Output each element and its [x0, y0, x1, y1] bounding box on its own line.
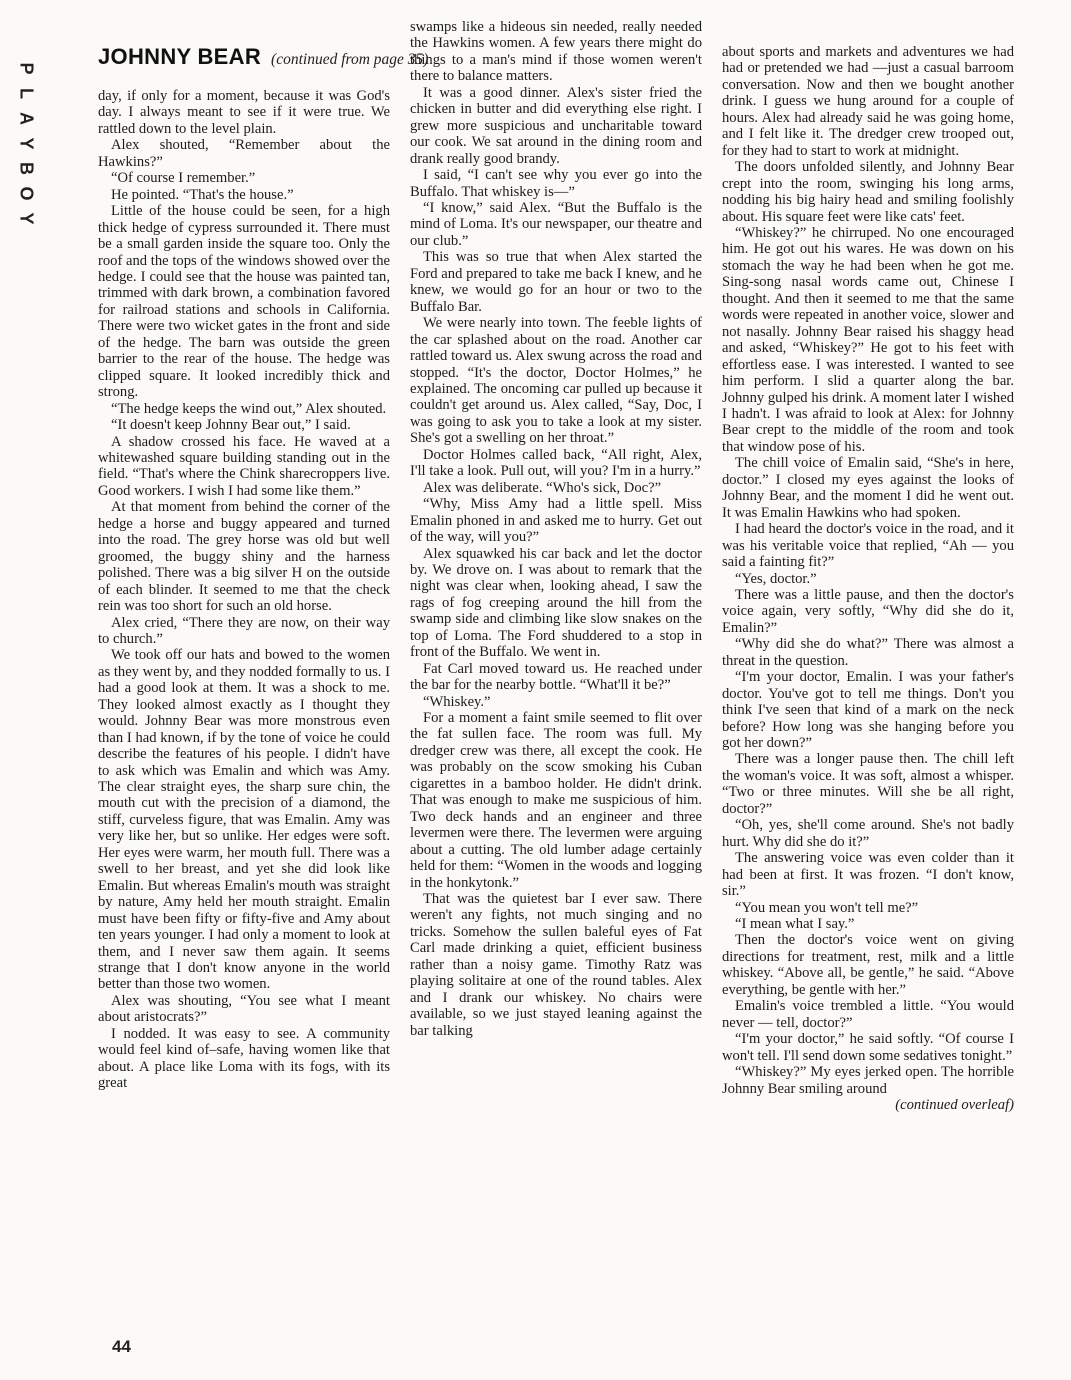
paragraph: “Why did she do what?” There was almost a threat in the question. — [722, 636, 1014, 669]
text-column-2 — [410, 19, 702, 1039]
paragraph: “Whiskey?” My eyes jerked open. The horrible Johnny Bear smiling around — [722, 1064, 1014, 1097]
paragraph: I had heard the doctor's voice in the road, and it was his veritable voice that replied, “Ah — you said a fainting fit?” — [722, 521, 1014, 571]
paragraph: Alex was deliberate. “Who's sick, Doc?” — [423, 479, 662, 496]
paragraph: “I'm your doctor, Emalin. I was your father's doctor. You've got to tell me things. Don't you think I've seen that kind of a mark on the neck before? How long was she hanging before you got her down?” — [722, 669, 1014, 752]
continued-overleaf-note: (continued overleaf) — [895, 1097, 1014, 1113]
page-number: 44 — [112, 1337, 131, 1356]
paragraph: “Of course I remember.” — [111, 170, 256, 187]
paragraph: I said, “I can't see why you ever go into the Buffalo. That whiskey is—” — [410, 167, 702, 200]
paragraph: Alex was shouting, “You see what I meant about aristocrats?” — [98, 992, 390, 1026]
paragraph: At that moment from behind the corner of the hedge a horse and buggy appeared and turned into the road. The grey horse was old but well groomed, the buggy shiny and the harness polished. There was a big silver H on the outside of each blinder. It seemed to me that the check rein was too short for such an old horse. — [98, 499, 390, 615]
magazine-letter: O — [16, 186, 37, 201]
paragraph: The doors unfolded silently, and Johnny Bear crept into the room, swinging his long arms, nodding his big hairy head and smiling foolishly about. His square feet were like cats' feet. — [722, 159, 1014, 225]
magazine-letter: Y — [16, 212, 37, 225]
paragraph: “You mean you won't tell me?” — [735, 899, 919, 916]
continued-from-note: (continued from page 35) — [271, 51, 429, 68]
paragraph: “I'm your doctor,” he said softly. “Of course I won't tell. I'll send down some sedatives tonight.” — [722, 1031, 1014, 1064]
paragraph: swamps like a hideous sin needed, really needed the Hawkins women. A few years there might do things to a man's mind if those women weren't there to balance matters. — [410, 19, 702, 85]
paragraph: This was so true that when Alex started the Ford and prepared to take me back I knew, and he knew, we would go for an hour or two to the Buffalo Bar. — [410, 249, 702, 315]
paragraph: Alex cried, “There they are now, on their way to church.” — [98, 614, 390, 647]
paragraph: Fat Carl moved toward us. He reached under the bar for the nearby bottle. “What'll it be?” — [410, 660, 702, 694]
article-header — [98, 44, 428, 70]
paragraph: “Whiskey.” — [423, 693, 491, 710]
paragraph: For a moment a faint smile seemed to flit over the fat sullen face. The room was full. My dredger crew was there, all except the cook. He was probably on the scow smoking his Cuban cigarettes in a bamboo holder. He didn't drink. That was enough to make me suspicious of him. Two deck hands and an engineer and three levermen were there. The levermen were arguing about a cutting. The old lumber adage certainly held for them: “Women in the woods and logging in the honkytonk.” — [410, 710, 702, 891]
magazine-letter: L — [16, 88, 37, 99]
paragraph: There was a little pause, and then the doctor's voice again, very softly, “Why did she do it, Emalin?” — [722, 586, 1014, 636]
paragraph: “Why, Miss Amy had a little spell. Miss Emalin phoned in and asked me to hurry. Get out of the way, will you?” — [410, 496, 702, 546]
paragraph: A shadow crossed his face. He waved at a whitewashed square building standing out in the field. “That's where the Chink sharecroppers live. Good workers. I wish I had some like them.” — [98, 433, 390, 499]
paragraph: day, if only for a moment, because it was God's day. I always meant to see if it were true. We rattled down to the level plain. — [98, 88, 390, 137]
paragraph: There was a longer pause then. The chill left the woman's voice. It was soft, almost a whisper. “Two or three minutes. Will she be all right, doctor?” — [722, 751, 1014, 817]
paragraph: It was a good dinner. Alex's sister fried the chicken in butter and did everything else right. I grew more suspicious and uncharitable toward our cook. We sat around in the dining room and drank really good brandy. — [410, 84, 702, 167]
paragraph: “Yes, doctor.” — [735, 570, 817, 587]
paragraph: “Whiskey?” he chirruped. No one encouraged him. He got out his wares. He was down on his stomach the way he had been when he got me. Sing-song nasal words came out, Chinese I thought. And then it seemed to me that the same words were repeated in another voice, slower and not nasally. Johnny Bear raised his shaggy head and asked, “Whiskey?” He got to his feet with effortless ease. I was interested. I wanted to see him perform. I slid a quarter along the bar. Johnny gulped his drink. A moment later I wished I hadn't. I was afraid to look at Alex: for Johnny Bear crept to the middle of the room and took that window pose of his. — [722, 224, 1014, 455]
paragraph: “The hedge keeps the wind out,” Alex shouted. — [111, 400, 387, 417]
paragraph: “I know,” said Alex. “But the Buffalo is the mind of Loma. It's our newspaper, our theatre and our club.” — [410, 199, 702, 249]
paragraph: “Oh, yes, she'll come around. She's not badly hurt. Why did she do it?” — [722, 817, 1014, 850]
paragraph: “I mean what I say.” — [735, 916, 855, 933]
paragraph: Doctor Holmes called back, “All right, Alex, I'll take a look. Pull out, will you? I'm in a hurry.” — [410, 446, 702, 480]
paragraph: The answering voice was even colder than it had been at first. It was frozen. “I don't know, sir.” — [722, 850, 1014, 900]
paragraph: about sports and markets and adventures we had had or pretended we had —just a casual barroom conversation. Now and then we bought another drink. I guess we hung around for a couple of hours. Alex had already said he was going home, and I felt like it. The dredger crew trooped out, for they had to start to work at midnight. — [722, 44, 1014, 159]
paragraph: We were nearly into town. The feeble lights of the car splashed about on the road. Another car rattled toward us. Alex swung across the road and stopped. “It's the doctor, Doctor Holmes,” he explained. The oncoming car pulled up because it couldn't get around us. Alex called, “Say, Doc, I was going to ask you to take a look at my sister. She's got a swelling on her throat.” — [410, 315, 702, 447]
paragraph: Alex squawked his car back and let the doctor by. We drove on. I was about to remark that the night was clear when, looking ahead, I saw the rags of fog creeping around the hill from the swamp side and climbing like slow snakes on the top of Loma. The Ford shuddered to a stop in front of the Buffalo. We went in. — [410, 545, 702, 661]
magazine-name-vertical — [8, 56, 44, 231]
paragraph: He pointed. “That's the house.” — [111, 186, 294, 203]
text-column-1 — [98, 88, 390, 1092]
paragraph: That was the quietest bar I ever saw. There weren't any fights, not much singing and no tricks. Somehow the sullen baleful eyes of Fat Carl made drinking a quiet, efficient business rather than a noisy game. Timothy Ratz was playing solitaire at one of the round tables. Alex and I drank our whiskey. No chairs were available, so we just stayed leaning against the bar talking — [410, 891, 702, 1039]
text-column-3 — [722, 44, 1014, 1113]
paragraph: We took off our hats and bowed to the women as they went by, and they nodded formally to us. I had a good look at them. It was a shock to me. They looked almost exactly as I thought they would. Johnny Bear was more monstrous even than I had known, if by the tone of voice he could describe the features of his people. I didn't have to ask which was Emalin and which was Amy. The clear straight eyes, the sharp sure chin, the mouth cut with the precision of a diamond, the stiff, curveless figure, that was Emalin. Amy was very like her, but so unlike. Her edges were soft. Her eyes were warm, her mouth full. There was a swell to her breast, and yet she did look like Emalin. But whereas Emalin's mouth was straight by nature, Amy held her mouth straight. Emalin must have been fifty or fifty-five and Amy about ten years younger. I had only a moment to look at them, and I never saw them again. It seems strange that I don't know anyone in the world better than those two women. — [98, 647, 390, 993]
paragraph: The chill voice of Emalin said, “She's in here, doctor.” I closed my eyes against the looks of Johnny Bear, and the moment I did he went out. It was Emalin Hawkins who had spoken. — [722, 455, 1014, 521]
article-title: JOHNNY BEAR — [98, 44, 262, 69]
paragraph: I nodded. It was easy to see. A community would feel kind of–safe, having women like that about. A place like Loma with its fogs, with its great — [98, 1025, 390, 1092]
paragraph: Emalin's voice trembled a little. “You would never — tell, doctor?” — [722, 998, 1014, 1031]
paragraph: “It doesn't keep Johnny Bear out,” I said. — [111, 417, 351, 434]
paragraph: Then the doctor's voice went on giving directions for treatment, rest, milk and a little whiskey. “Above all, be gentle,” he said. “Above everything, be gentle with her.” — [722, 932, 1014, 998]
paragraph: Little of the house could be seen, for a high thick hedge of cypress surrounded it. There must be a small garden inside the square too. Only the roof and the tops of the windows showed over the hedge. I could see that the house was painted tan, trimmed with dark brown, a combination favored for railroad stations and schools in California. There were two wicket gates in the front and side of the hedge. The barn was outside the green barrier to the rear of the house. The hedge was clipped square. It looked incredibly thick and strong. — [98, 203, 390, 401]
paragraph: Alex shouted, “Remember about the Hawkins?” — [98, 137, 390, 170]
magazine-letter: Y — [16, 137, 37, 150]
magazine-letter: A — [16, 112, 37, 125]
magazine-letter: B — [16, 162, 37, 175]
magazine-letter: P — [16, 62, 37, 75]
